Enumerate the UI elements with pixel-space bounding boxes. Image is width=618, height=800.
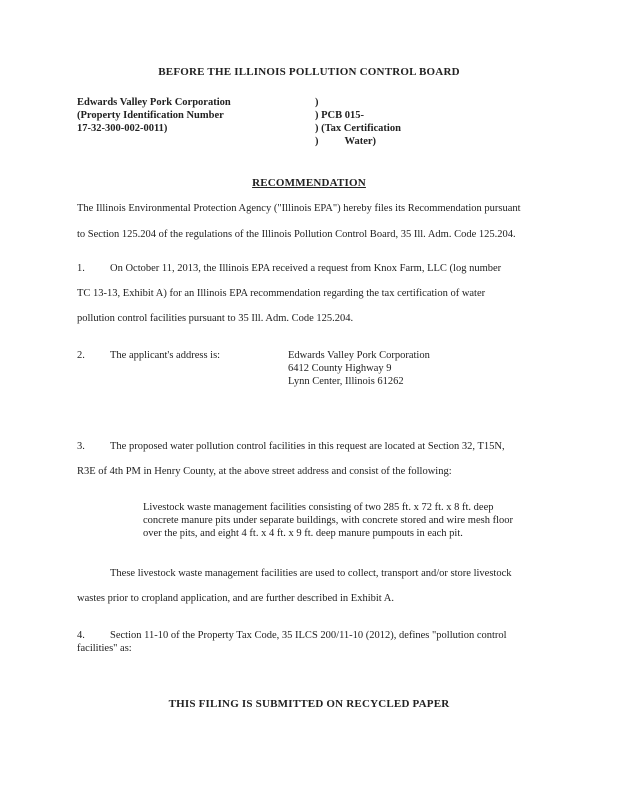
item-1-line-3: pollution control facilities pursuant to 35 Ill. Adm. Code 125.204.: [77, 313, 354, 324]
case-number: ) PCB 015-: [315, 110, 364, 121]
item-1-number: 1.: [77, 263, 85, 274]
address-line-2: 6412 County Highway 9: [288, 363, 392, 374]
recycled-paper-footer: THIS FILING IS SUBMITTED ON RECYCLED PAPER: [168, 698, 450, 710]
address-line-1: Edwards Valley Pork Corporation: [288, 350, 430, 361]
item-1-line-1: On October 11, 2013, the Illinois EPA received a request from Knox Farm, LLC (log number: [110, 263, 502, 274]
case-type-line-2: ) Water): [315, 136, 377, 147]
board-heading: BEFORE THE ILLINOIS POLLUTION CONTROL BOARD: [158, 66, 460, 78]
item-3-number: 3.: [77, 441, 85, 452]
item-3-after-line-1: These livestock waste management facilities are used to collect, transport and/or store livestock: [110, 568, 512, 579]
item-4-line-2: facilities" as:: [77, 643, 132, 654]
case-type-line-1: ) (Tax Certification: [315, 123, 401, 134]
facility-description-line-1: Livestock waste management facilities consisting of two 285 ft. x 72 ft. x 8 ft. deep: [143, 502, 494, 513]
item-3-after-line-2: wastes prior to cropland application, and are further described in Exhibit A.: [77, 593, 394, 604]
petitioner-name: Edwards Valley Pork Corporation: [77, 97, 231, 108]
item-3-line-2: R3E of 4th PM in Henry County, at the above street address and consist of the following:: [77, 466, 452, 477]
facility-description-line-2: concrete manure pits under separate buildings, with concrete stored and wire mesh floor: [143, 515, 513, 526]
pin-label: (Property Identification Number: [77, 110, 224, 121]
section-title: RECOMMENDATION: [252, 177, 366, 189]
item-4-number: 4.: [77, 630, 85, 641]
address-line-3: Lynn Center, Illinois 61262: [288, 376, 404, 387]
item-3-line-1: The proposed water pollution control facilities in this request are located at Section 32, T15N,: [110, 441, 505, 452]
caption-paren: ): [315, 97, 319, 108]
intro-line-1: The Illinois Environmental Protection Agency ("Illinois EPA") hereby files its Recommendation pursuant: [77, 203, 521, 214]
item-2-label: The applicant's address is:: [110, 350, 221, 361]
pin-value: 17-32-300-002-0011): [77, 123, 168, 134]
item-1-line-2: TC 13-13, Exhibit A) for an Illinois EPA recommendation regarding the tax certification of water: [77, 288, 486, 299]
item-2-number: 2.: [77, 350, 85, 361]
intro-line-2: to Section 125.204 of the regulations of the Illinois Pollution Control Board, 35 Ill. Adm. Code 125.204.: [77, 229, 516, 240]
facility-description-line-3: over the pits, and eight 4 ft. x 4 ft. x 9 ft. deep manure pumpouts in each pit.: [143, 528, 463, 539]
item-4-line-1: Section 11-10 of the Property Tax Code, 35 ILCS 200/11-10 (2012), defines "pollution control: [110, 630, 507, 641]
